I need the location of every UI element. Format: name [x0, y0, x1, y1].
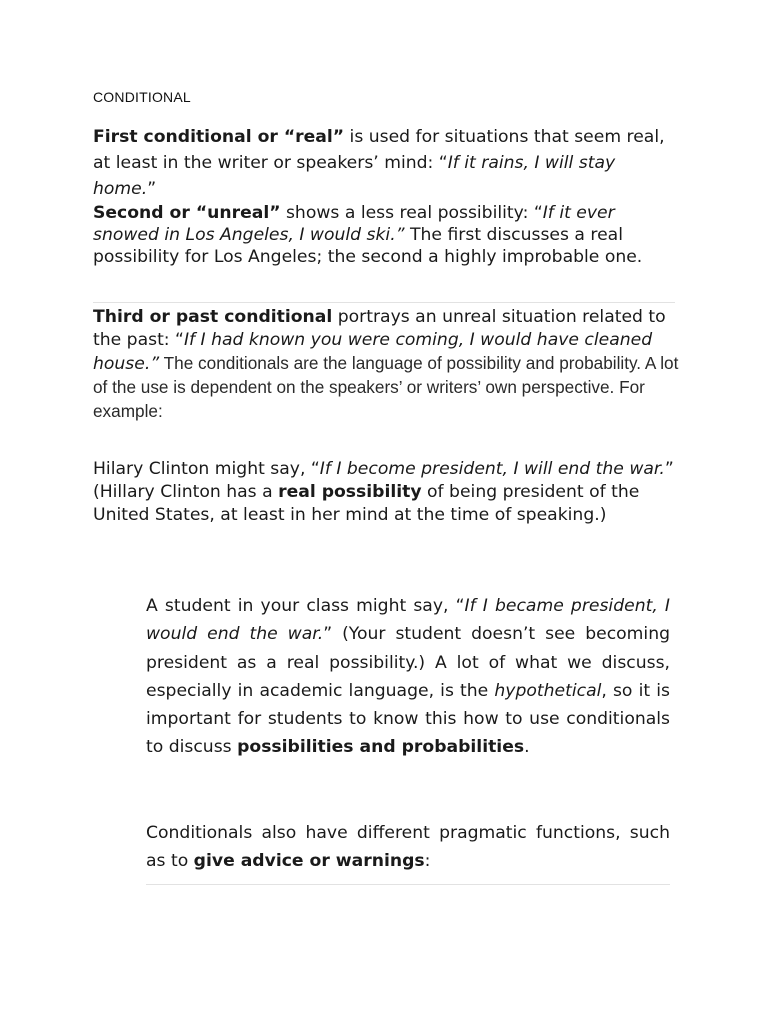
- third-conditional-example: If I had known you were coming, I would have cleaned house.”: [93, 330, 653, 374]
- hilary-text-1: Hilary Clinton might say, “: [93, 459, 320, 479]
- student-text-3: , so it is important for students to know this how to use conditionals to discuss: [146, 680, 670, 758]
- student-text-4: .: [524, 737, 530, 758]
- third-conditional-explanation: The conditionals are the language of possibility and probability. A lot of the use is dependent on the speakers’ or writers’ own perspective. For example:: [93, 353, 679, 421]
- first-conditional-example: If it rains, I will stay home.: [93, 153, 616, 199]
- first-conditional-end: ”: [147, 179, 157, 199]
- document-heading: CONDITIONAL: [93, 89, 191, 105]
- student-text-2: ” (Your student doesn’t see becoming president as a real possibility.) A lot of what we discuss, especially in academic language, is the: [146, 624, 670, 701]
- paragraph-second-conditional: [93, 202, 683, 268]
- paragraph-first-conditional: [93, 124, 683, 202]
- advice-warnings-term: give advice or warnings: [193, 851, 425, 872]
- paragraph-third-conditional: [93, 306, 683, 424]
- first-conditional-term: First conditional or “real”: [93, 127, 345, 147]
- third-conditional-term: Third or past conditional: [93, 307, 333, 327]
- hilary-text-3: of being president of the United States, at least in her mind at the time of speaking.): [93, 482, 640, 525]
- hilary-quote: If I become president, I will end the war.: [319, 459, 665, 479]
- pragmatic-text-2: :: [424, 851, 431, 872]
- real-possibility-term: real possibility: [278, 482, 422, 502]
- second-conditional-term: Second or “unreal”: [93, 203, 281, 223]
- second-conditional-example: If it ever snowed in Los Angeles, I would ski.”: [93, 203, 615, 245]
- divider-line-bottom: [146, 884, 670, 885]
- hypothetical-term: hypothetical: [494, 680, 602, 701]
- divider-line: [93, 302, 675, 303]
- possibilities-term: possibilities and probabilities: [237, 737, 525, 758]
- paragraph-pragmatic-functions: [146, 819, 670, 876]
- third-conditional-text: portrays an unreal situation related to the past: “: [93, 307, 666, 350]
- first-conditional-text: is used for situations that seem real, at least in the writer or speakers’ mind: “: [93, 127, 665, 173]
- pragmatic-text-1: Conditionals also have different pragmatic functions, such as to: [146, 823, 670, 872]
- paragraph-hilary-example: [93, 458, 683, 527]
- hilary-text-2: ” (Hillary Clinton has a: [93, 459, 674, 502]
- student-quote: If I became president, I would end the war.: [146, 596, 670, 645]
- paragraph-student-example: [146, 592, 670, 762]
- second-conditional-end: The first discusses a real possibility for Los Angeles; the second a highly improbable one.: [93, 225, 643, 267]
- second-conditional-text: shows a less real possibility: “: [280, 203, 543, 223]
- student-text-1: A student in your class might say, “: [146, 596, 465, 616]
